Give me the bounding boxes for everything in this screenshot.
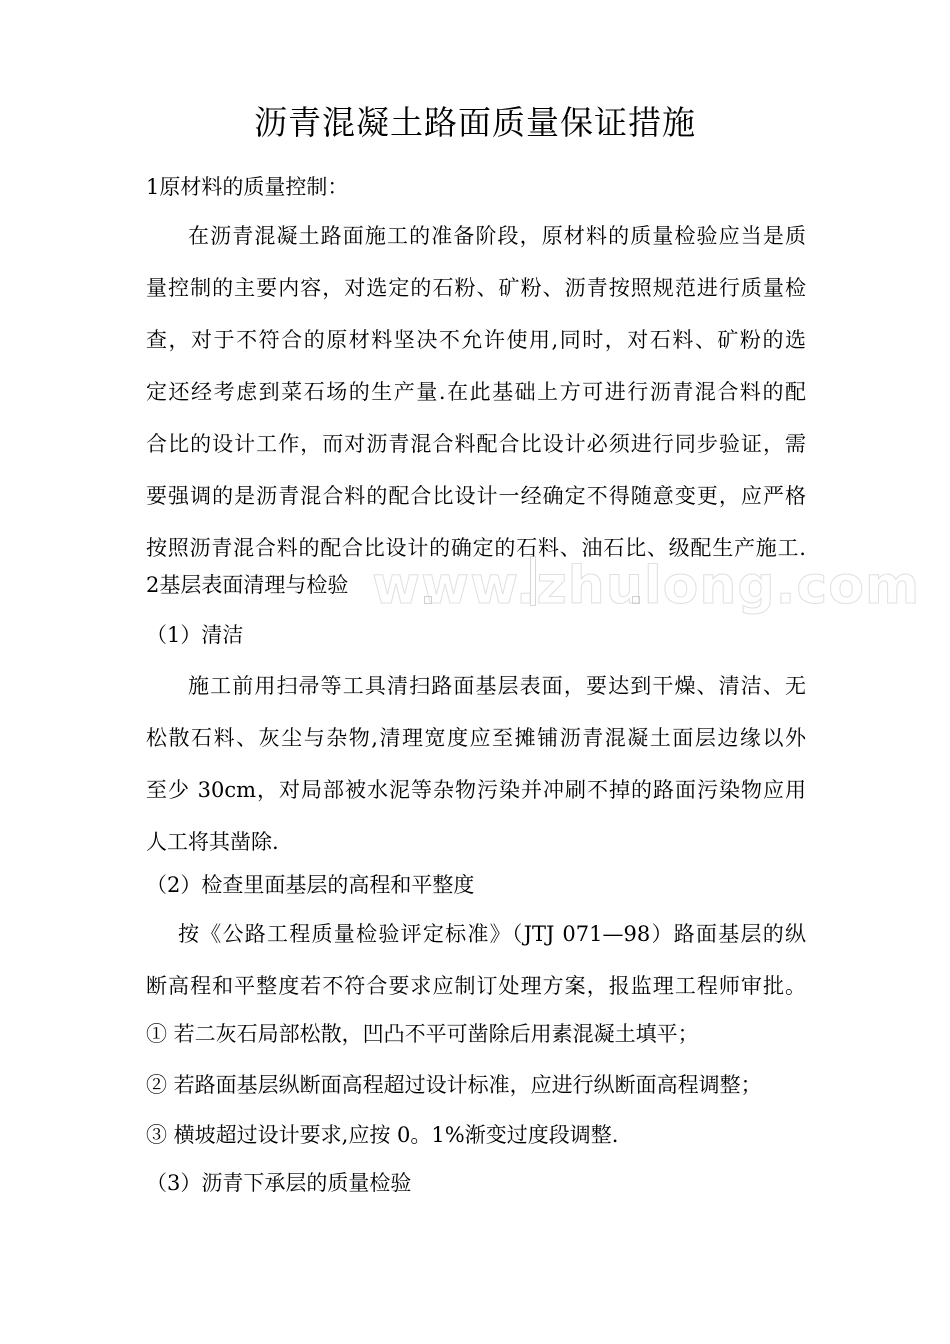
section2-heading: 2基层表面清理与检验 [146, 573, 349, 597]
subsection1-paragraph [146, 660, 806, 868]
section1-paragraph [146, 210, 806, 574]
watermark-square [632, 596, 640, 604]
subsection2-heading: （2）检查里面基层的高程和平整度 [146, 873, 475, 897]
subsection2-paragraph [146, 908, 806, 1012]
watermark-square [424, 596, 432, 604]
section1-heading: 1原材料的质量控制： [146, 175, 349, 199]
paragraph-line: 断高程和平整度若不符合要求应制订处理方案，报监理工程师审批。 [146, 974, 806, 998]
paragraph-line: 按《公路工程质量检验评定标准》（JTJ 071—98）路面基层的纵 [178, 922, 806, 946]
paragraph-line: 定还经考虑到菜石场的生产量.在此基础上方可进行沥青混合料的配 [146, 380, 806, 404]
paragraph-line: 合比的设计工作，而对沥青混合料配合比设计必须进行同步验证，需 [146, 432, 806, 456]
list-item: ③ 横坡超过设计要求,应按 0。1%渐变过度段调整. [146, 1123, 619, 1147]
list-item: ② 若路面基层纵断面高程超过设计标准，应进行纵断面高程调整； [146, 1073, 762, 1097]
subsection1-heading: （1）清洁 [146, 623, 244, 647]
subsection3-heading: （3）沥青下承层的质量检验 [146, 1171, 412, 1195]
watermark: www.zhulong.com [372, 556, 921, 616]
paragraph-line: 在沥青混凝土路面施工的准备阶段，原材料的质量检验应当是质 [188, 224, 806, 248]
document-title: 沥青混凝土路面质量保证措施 [254, 103, 696, 142]
list-item: ① 若二灰石局部松散，凹凸不平可凿除后用素混凝土填平； [146, 1022, 699, 1046]
paragraph-line: 要强调的是沥青混合料的配合比设计一经确定不得随意变更，应严格 [146, 484, 806, 508]
paragraph-line: 查，对于不符合的原材料坚决不允许使用,同时，对石料、矿粉的选 [146, 328, 806, 352]
paragraph-line: 按照沥青混合料的配合比设计的确定的石料、油石比、级配生产施工. [146, 536, 806, 560]
paragraph-line: 松散石料、灰尘与杂物,清理宽度应至摊铺沥青混凝土面层边缘以外 [146, 726, 806, 750]
paragraph-line: 量控制的主要内容，对选定的石粉、矿粉、沥青按照规范进行质量检 [146, 276, 806, 300]
paragraph-line: 至少 30cm，对局部被水泥等杂物污染并冲刷不掉的路面污染物应用 [146, 778, 806, 802]
paragraph-line: 施工前用扫帚等工具清扫路面基层表面，要达到干燥、清洁、无 [188, 674, 806, 698]
paragraph-line: 人工将其凿除. [146, 830, 279, 854]
